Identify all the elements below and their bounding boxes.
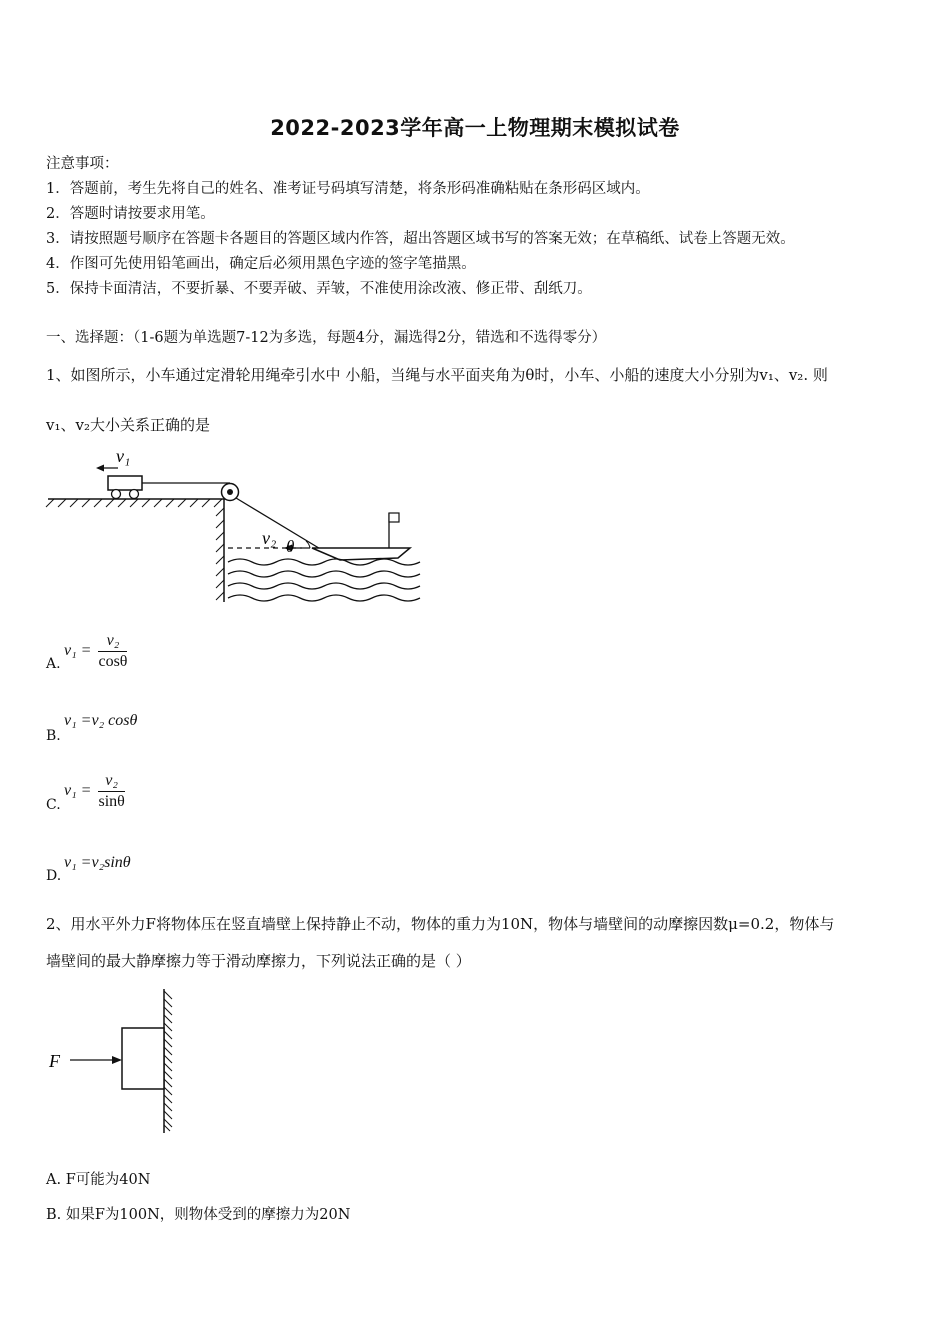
q1-option-a-lhs: v₁ = <box>64 642 92 660</box>
ground-hatching <box>46 499 222 507</box>
page-title: 2022-2023学年高一上物理期末模拟试卷 <box>270 116 680 140</box>
notice-item-5: 5．保持卡面清洁，不要折暴、不要弄破、弄皱，不准使用涂改液、修正带、刮纸刀。 <box>46 281 592 297</box>
block <box>122 1028 164 1089</box>
notice-heading: 注意事项： <box>46 156 119 172</box>
v1-label: v₁ <box>116 446 131 466</box>
notice-item-2: 2．答题时请按要求用笔。 <box>46 206 215 222</box>
boat <box>312 548 410 560</box>
q1-option-b-letter: B. <box>46 728 61 744</box>
q1-option-d-letter: D. <box>46 868 62 884</box>
q1-option-a-letter: A. <box>46 656 61 672</box>
question-1-stem-line1: 1、如图所示，小车通过定滑轮用绳牵引水中 小船，当绳与水平面夹角为θ时，小车、小船的速度大小分别为v₁、v₂. 则 <box>46 366 828 384</box>
notice-item-3: 3．请按照题号顺序在答题卡各题目的答题区域内作答，超出答题区域书写的答案无效；在草稿纸、试卷上答题无效。 <box>46 231 795 247</box>
question-1-figure <box>40 440 440 610</box>
section-heading: 一、选择题：（1-6题为单选题7-12为多选，每题4分，漏选得2分，错选和不选得零分） <box>46 330 607 346</box>
notice-item-4: 4．作图可先使用铅笔画出，确定后必须用黑色字迹的签字笔描黑。 <box>46 256 476 272</box>
cart-wheel-left <box>112 490 121 499</box>
wall-hatching <box>216 508 224 600</box>
q1-option-c-letter: C. <box>46 797 61 813</box>
question-2-figure <box>40 985 190 1137</box>
v2-label: v₂ <box>262 528 277 548</box>
q1-option-c-numerator: v₂ <box>98 772 124 792</box>
q2-option-a: A. F可能为40N <box>46 1172 151 1188</box>
flag <box>389 513 399 522</box>
wall-hatching <box>164 991 172 1131</box>
q1-option-c-denominator: sinθ <box>98 793 125 810</box>
force-label: F <box>49 1051 60 1071</box>
question-2-stem-line1: 2、用水平外力F将物体压在竖直墙壁上保持静止不动，物体的重力为10N，物体与墙壁间的动摩擦因数μ=0.2，物体与 <box>46 915 835 933</box>
q1-option-a-formula <box>64 632 127 671</box>
q1-option-b-formula: v₁ =v₂ cosθ <box>64 712 138 729</box>
theta-label: θ <box>286 537 295 556</box>
cart-wheel-right <box>130 490 139 499</box>
question-1-stem-line2: v₁、v₂大小关系正确的是 <box>46 416 210 434</box>
q1-option-a-numerator: v₂ <box>98 632 127 652</box>
notice-item-1: 1．答题前，考生先将自己的姓名、准考证号码填写清楚，将条形码准确粘贴在条形码区域内。 <box>46 181 650 197</box>
q1-option-d-formula: v₁ =v₂sinθ <box>64 854 131 871</box>
q2-option-b: B. 如果F为100N，则物体受到的摩擦力为20N <box>46 1207 351 1223</box>
q1-option-c-formula <box>64 772 125 811</box>
cart-body <box>108 476 142 490</box>
q1-option-c-lhs: v₁ = <box>64 782 92 800</box>
q1-option-a-denominator: cosθ <box>98 653 128 670</box>
question-2-stem-line2: 墙壁间的最大静摩擦力等于滑动摩擦力，下列说法正确的是（ ） <box>46 952 471 970</box>
water-waves <box>228 559 420 601</box>
